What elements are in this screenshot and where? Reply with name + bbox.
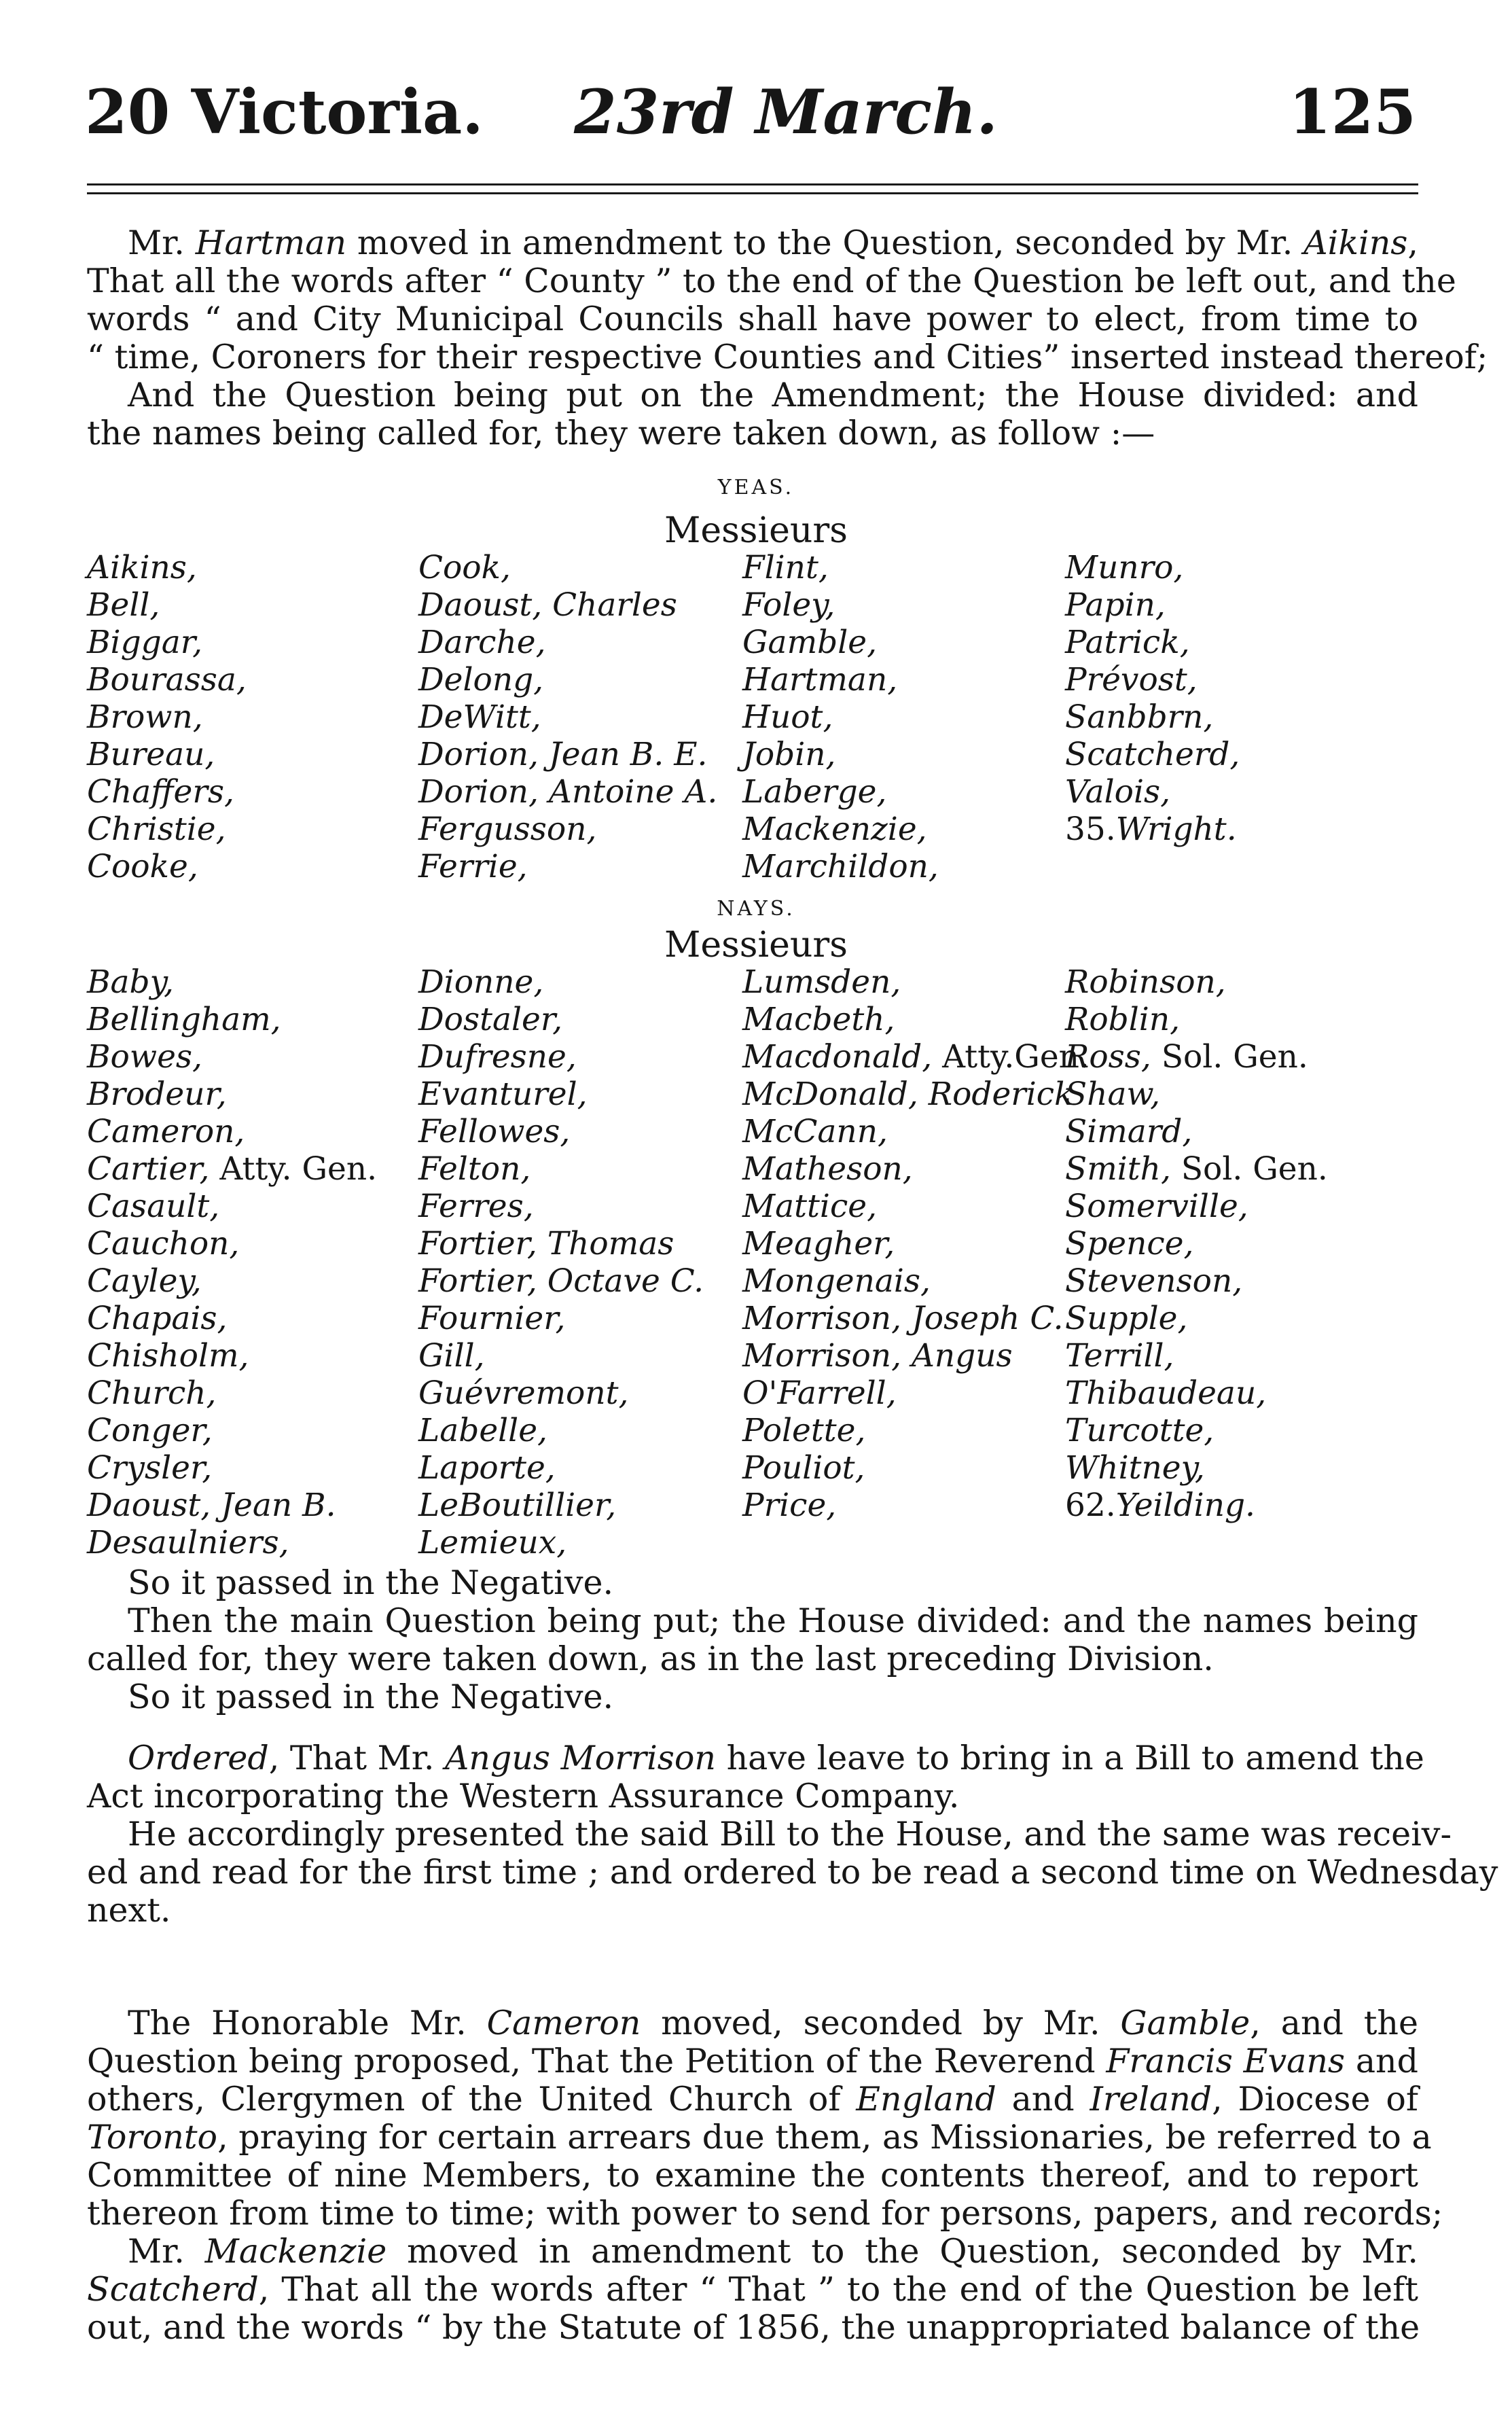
member-name: Daoust, Jean B. — [87, 1487, 336, 1524]
member-name: Aikins, — [87, 549, 197, 586]
member-name: Church, — [87, 1375, 217, 1412]
member-name: Munro, — [1065, 549, 1184, 586]
yeas-column — [1065, 549, 1240, 848]
header-date: 23rd March. — [574, 76, 998, 148]
ordered-line: Act incorporating the Western Assurance Company. — [87, 1777, 960, 1815]
yeas-heading: Messieurs — [664, 510, 848, 551]
member-name: Gill, — [418, 1337, 485, 1375]
member-name: Christie, — [87, 811, 226, 848]
member-name: Darche, — [418, 624, 546, 661]
member-name: Price, — [742, 1487, 837, 1524]
member-name: Chisholm, — [87, 1337, 249, 1375]
member-name: Fortier, Thomas — [418, 1225, 674, 1262]
amendment-line: And the Question being put on the Amendment; the House divided: and — [128, 376, 1418, 414]
member-name: 35.Wright. — [1065, 811, 1237, 848]
member-name: Cayley, — [87, 1262, 202, 1300]
nays-column — [742, 963, 1090, 1524]
member-name: Fellowes, — [418, 1113, 571, 1150]
yeas-column — [742, 549, 939, 885]
member-name: McDonald, Roderick — [742, 1076, 1074, 1113]
member-name: Prévost, — [1065, 661, 1198, 698]
member-name: Ferres, — [418, 1188, 534, 1225]
member-name: O'Farrell, — [742, 1375, 897, 1412]
ordered-line: He accordingly presented the said Bill to the House, and the same was receiv- — [128, 1815, 1452, 1854]
nays-label: NAYS. — [717, 897, 795, 921]
member-name: Bell, — [87, 586, 160, 624]
yeas-column — [87, 549, 247, 885]
member-name: Matheson, — [742, 1150, 913, 1188]
nays-column — [418, 963, 704, 1561]
member-name: DeWitt, — [418, 698, 541, 736]
nays-heading: Messieurs — [664, 925, 848, 965]
member-name: Sanbbrn, — [1065, 698, 1214, 736]
amendment-line: Mr. Hartman moved in amendment to the Question, seconded by Mr. Aikins, — [128, 224, 1418, 262]
amendment-line: the names being called for, they were taken down, as follow :— — [87, 414, 1155, 453]
petition-line: Mr. Mackenzie moved in amendment to the Question, seconded by Mr. — [128, 2232, 1418, 2271]
header-rule-bottom — [87, 192, 1418, 194]
member-name: Terrill, — [1065, 1337, 1174, 1375]
member-name: Dionne, — [418, 963, 544, 1001]
member-name: Casault, — [87, 1188, 220, 1225]
member-name: Lumsden, — [742, 963, 901, 1001]
nays-column — [1065, 963, 1328, 1524]
header-session: 20 Victoria. — [85, 76, 484, 148]
petition-line: Question being proposed, That the Petition of the Reverend Francis Evans and — [87, 2042, 1418, 2080]
member-name: Patrick, — [1065, 624, 1190, 661]
member-name: Ferrie, — [418, 848, 528, 885]
member-name: Fournier, — [418, 1300, 566, 1337]
page-number: 125 — [1289, 76, 1416, 148]
member-name: Mattice, — [742, 1188, 878, 1225]
member-name: Flint, — [742, 549, 829, 586]
page-header — [85, 75, 1416, 149]
member-name: Lemieux, — [418, 1524, 567, 1561]
member-name: Bourassa, — [87, 661, 247, 698]
result-line: So it passed in the Negative. — [128, 1563, 614, 1602]
member-name: Dorion, Jean B. E. — [418, 736, 708, 773]
petition-line: The Honorable Mr. Cameron moved, seconded by Mr. Gamble, and the — [128, 2004, 1418, 2042]
nays-column — [87, 963, 377, 1561]
member-name: Cameron, — [87, 1113, 245, 1150]
member-name: Robinson, — [1065, 963, 1226, 1001]
member-name: Evanturel, — [418, 1076, 588, 1113]
member-name: Jobin, — [742, 736, 836, 773]
member-name: LeBoutillier, — [418, 1487, 617, 1524]
member-name: Laberge, — [742, 773, 887, 811]
petition-line: others, Clergymen of the United Church of England and Ireland, Diocese of — [87, 2080, 1418, 2119]
member-name: Spence, — [1065, 1225, 1194, 1262]
member-name: Dufresne, — [418, 1038, 577, 1076]
member-name: Valois, — [1065, 773, 1171, 811]
member-name: Bowes, — [87, 1038, 202, 1076]
member-name: Ross, Sol. Gen. — [1065, 1038, 1308, 1076]
member-name: Biggar, — [87, 624, 203, 661]
member-name: Hartman, — [742, 661, 898, 698]
member-name: Conger, — [87, 1412, 213, 1449]
member-name: Bureau, — [87, 736, 215, 773]
member-name: Supple, — [1065, 1300, 1188, 1337]
member-name: Brodeur, — [87, 1076, 227, 1113]
member-name: Scatcherd, — [1065, 736, 1240, 773]
ordered-paragraph — [87, 1739, 1498, 1930]
member-name: Chapais, — [87, 1300, 228, 1337]
amendment-paragraph — [87, 224, 1488, 453]
petition-line: Committee of nine Members, to examine the contents thereof, and to report — [87, 2156, 1418, 2195]
member-name: Somerville, — [1065, 1188, 1248, 1225]
member-name: Brown, — [87, 698, 203, 736]
member-name: Simard, — [1065, 1113, 1193, 1150]
member-name: Foley, — [742, 586, 835, 624]
member-name: Felton, — [418, 1150, 531, 1188]
member-name: Guévremont, — [418, 1375, 629, 1412]
member-name: Laporte, — [418, 1449, 556, 1487]
result-line: Then the main Question being put; the House divided: and the names being — [128, 1601, 1418, 1640]
ordered-line: Ordered, That Mr. Angus Morrison have leave to bring in a Bill to amend the — [128, 1739, 1424, 1777]
amendment-line: words “ and City Municipal Councils shall have power to elect, from time to — [87, 300, 1418, 338]
member-name: 62.Yeilding. — [1065, 1487, 1255, 1524]
yeas-label: YEAS. — [717, 476, 795, 499]
member-name: Huot, — [742, 698, 833, 736]
member-name: Cooke, — [87, 848, 198, 885]
member-name: Labelle, — [418, 1412, 547, 1449]
ordered-line: next. — [87, 1891, 171, 1930]
member-name: Meagher, — [742, 1225, 895, 1262]
member-name: Smith, Sol. Gen. — [1065, 1150, 1328, 1188]
member-name: Macbeth, — [742, 1001, 895, 1038]
member-name: Stevenson, — [1065, 1262, 1243, 1300]
member-name: Papin, — [1065, 586, 1166, 624]
member-name: Cauchon, — [87, 1225, 240, 1262]
member-name: Daoust, Charles — [418, 586, 677, 624]
member-name: Thibaudeau, — [1065, 1375, 1267, 1412]
member-name: Mongenais, — [742, 1262, 931, 1300]
division-result — [87, 1564, 1418, 1716]
yeas-column — [418, 549, 717, 885]
member-name: Baby, — [87, 963, 174, 1001]
member-name: Turcotte, — [1065, 1412, 1214, 1449]
member-name: Roblin, — [1065, 1001, 1181, 1038]
result-line: called for, they were taken down, as in the last preceding Division. — [87, 1640, 1214, 1678]
petition-paragraph — [87, 2004, 1443, 2347]
member-name: Fergusson, — [418, 811, 597, 848]
ordered-line: ed and read for the first time ; and ordered to be read a second time on Wednesday — [87, 1853, 1498, 1892]
member-name: Desaulniers, — [87, 1524, 289, 1561]
member-name: Polette, — [742, 1412, 866, 1449]
member-name: Cook, — [418, 549, 511, 586]
result-line: So it passed in the Negative. — [128, 1678, 614, 1716]
member-name: Crysler, — [87, 1449, 213, 1487]
amendment-line: “ time, Coroners for their respective Counties and Cities” inserted instead thereof; — [87, 338, 1488, 376]
amendment-line: That all the words after “ County ” to the end of the Question be left out, and the — [87, 262, 1456, 300]
member-name: Whitney, — [1065, 1449, 1205, 1487]
petition-line: Scatcherd, That all the words after “ That ” to the end of the Question be left — [87, 2270, 1418, 2309]
member-name: Cartier, Atty. Gen. — [87, 1150, 378, 1188]
member-name: Delong, — [418, 661, 544, 698]
member-name: Gamble, — [742, 624, 878, 661]
member-name: Morrison, Joseph C. — [742, 1300, 1064, 1337]
member-name: Fortier, Octave C. — [418, 1262, 704, 1300]
petition-line: out, and the words “ by the Statute of 1856, the unappropriated balance of the — [87, 2308, 1420, 2347]
member-name: Pouliot, — [742, 1449, 865, 1487]
member-name: Morrison, Angus — [742, 1337, 1013, 1375]
member-name: Mackenzie, — [742, 811, 927, 848]
member-name: Dostaler, — [418, 1001, 563, 1038]
member-name: Dorion, Antoine A. — [418, 773, 718, 811]
member-name: Bellingham, — [87, 1001, 281, 1038]
member-name: Shaw, — [1065, 1076, 1161, 1113]
member-name: McCann, — [742, 1113, 888, 1150]
member-name: Marchildon, — [742, 848, 939, 885]
member-name: Chaffers, — [87, 773, 234, 811]
petition-line: Toronto, praying for certain arrears due them, as Missionaries, be referred to a — [87, 2118, 1432, 2157]
petition-line: thereon from time to time; with power to send for persons, papers, and records; — [87, 2194, 1443, 2233]
header-rule-top — [87, 183, 1418, 185]
member-name: Macdonald, Atty.Gen. — [742, 1038, 1090, 1076]
